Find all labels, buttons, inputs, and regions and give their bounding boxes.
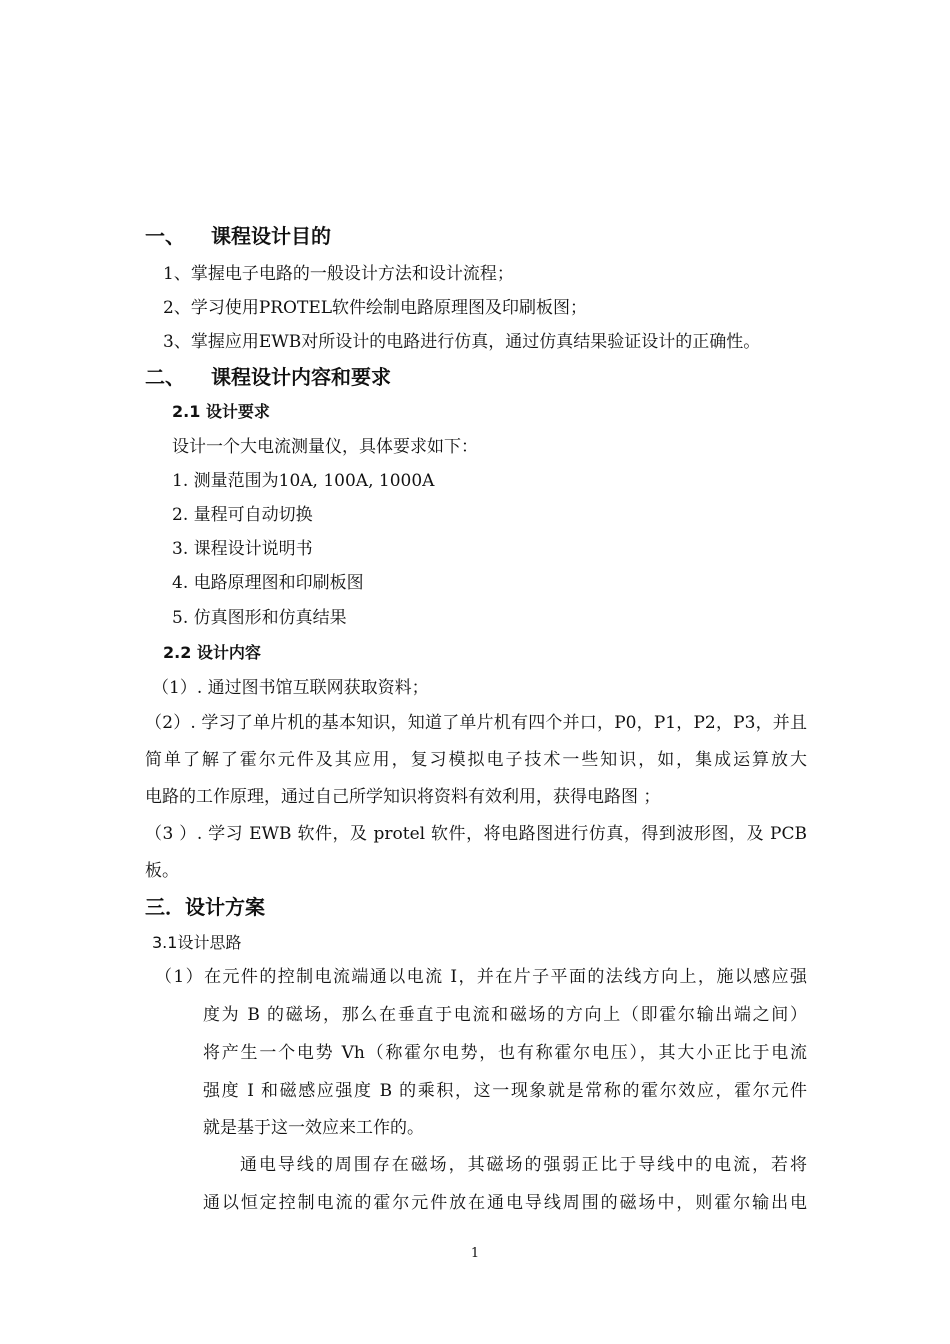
design-idea-line: （1）在元件的控制电流端通以电流 I，并在片子平面的法线方向上，施以感应强 xyxy=(155,967,807,987)
design-idea-line: 强度 I 和磁感应强度 B 的乘积，这一现象就是常称的霍尔效应，霍尔元件 xyxy=(203,1081,807,1101)
subsection-3-1-title: 3.1设计思路 xyxy=(152,933,242,952)
requirement-item: 1. 测量范围为10A, 100A, 1000A xyxy=(172,471,435,491)
design-idea-line: 就是基于这一效应来工作的。 xyxy=(203,1118,424,1138)
requirement-item: 2. 量程可自动切换 xyxy=(172,505,313,525)
subsection-2-1-title: 2.1 设计要求 xyxy=(172,402,270,421)
section-3-heading: 三．设计方案 xyxy=(145,895,265,919)
design-idea-line: 通电导线的周围存在磁场，其磁场的强弱正比于导线中的电流，若将 xyxy=(240,1155,807,1175)
design-idea-line: 度为 B 的磁场，那么在垂直于电流和磁场的方向上（即霍尔输出端之间） xyxy=(203,1005,807,1025)
section-1-item: 1、掌握电子电路的一般设计方法和设计流程； xyxy=(163,264,514,284)
section-1-item: 2、学习使用PROTEL软件绘制电路原理图及印刷板图； xyxy=(163,298,588,318)
subsection-2-2-title: 2.2 设计内容 xyxy=(163,643,261,662)
section-2-number: 二、 xyxy=(145,365,185,389)
content-paragraph-2-line: 简单了解了霍尔元件及其应用，复习模拟电子技术一些知识，如，集成运算放大 xyxy=(145,750,807,770)
section-1-number: 一、 xyxy=(145,224,185,248)
requirement-item: 5. 仿真图形和仿真结果 xyxy=(172,608,347,628)
requirement-item: 4. 电路原理图和印刷板图 xyxy=(172,573,364,593)
content-paragraph-1: （1）. 通过图书馆互联网获取资料； xyxy=(152,678,429,698)
section-2-heading xyxy=(145,363,391,391)
section-1-heading xyxy=(145,222,331,250)
requirement-item: 3. 课程设计说明书 xyxy=(172,539,313,559)
section-1-title: 课程设计目的 xyxy=(211,224,331,248)
section-2-title: 课程设计内容和要求 xyxy=(211,365,391,389)
content-paragraph-2-line: （2）. 学习了单片机的基本知识，知道了单片机有四个并口，P0，P1，P2，P3，并且 xyxy=(145,713,807,733)
content-paragraph-3-line: 板。 xyxy=(145,861,179,881)
design-idea-line: 通以恒定控制电流的霍尔元件放在通电导线周围的磁场中，则霍尔输出电 xyxy=(203,1193,807,1213)
content-paragraph-2-line: 电路的工作原理，通过自己所学知识将资料有效利用，获得电路图 ； xyxy=(145,787,661,807)
section-1-item: 3、掌握应用EWB对所设计的电路进行仿真，通过仿真结果验证设计的正确性。 xyxy=(163,332,761,352)
page-number: 1 xyxy=(470,1246,480,1261)
content-paragraph-3-line: （3 ）. 学习 EWB 软件，及 protel 软件，将电路图进行仿真，得到波形图，及 PCB xyxy=(145,824,807,844)
design-idea-line: 将产生一个电势 Vh（称霍尔电势，也有称霍尔电压），其大小正比于电流 xyxy=(203,1043,807,1063)
requirements-intro: 设计一个大电流测量仪，具体要求如下： xyxy=(172,437,478,457)
